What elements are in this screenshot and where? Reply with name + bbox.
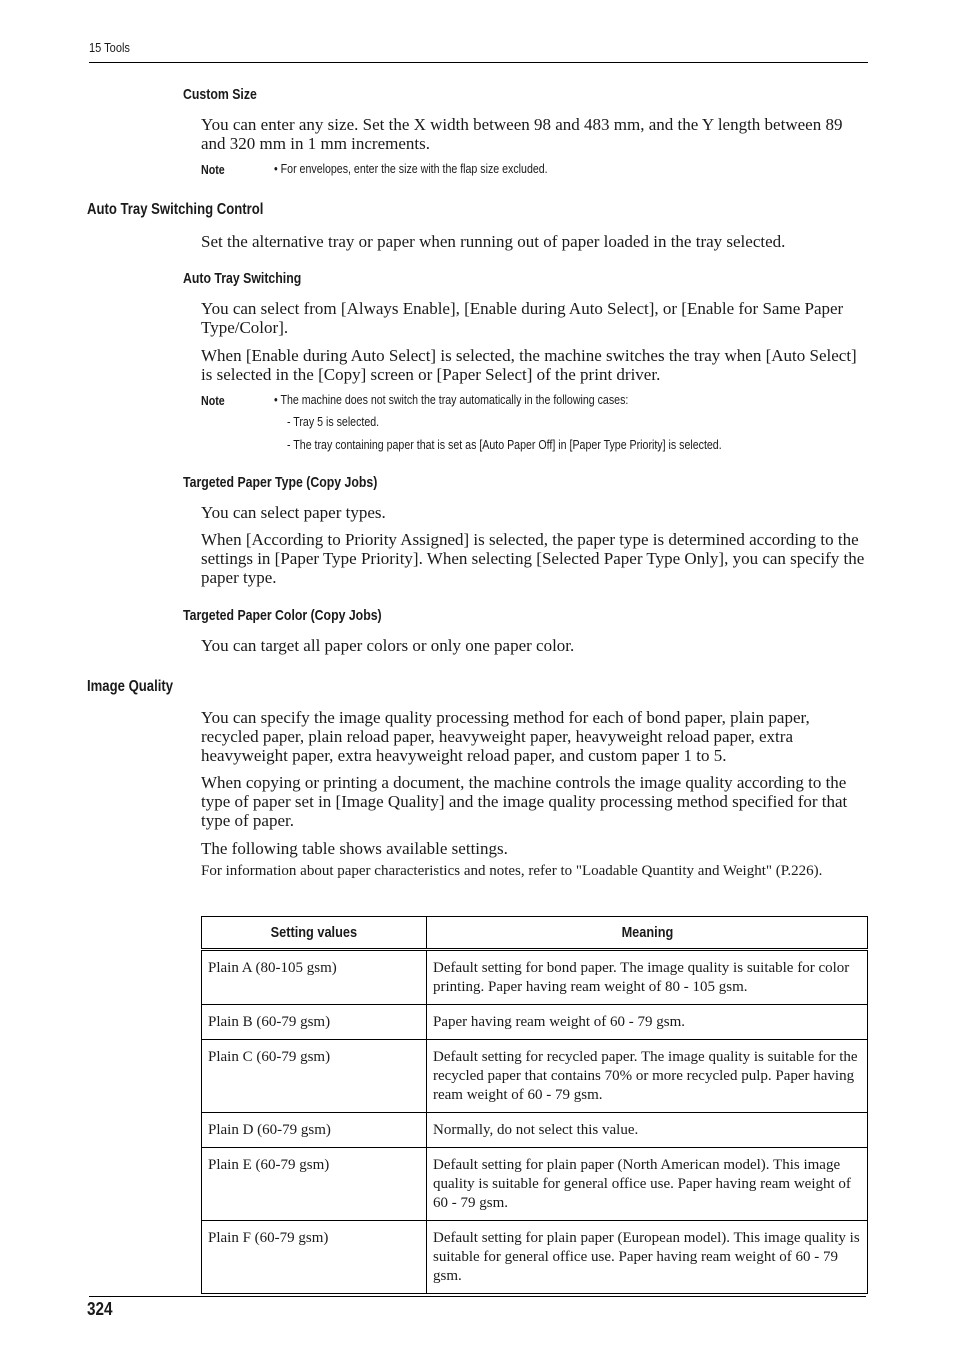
note-text-content: • The machine does not switch the tray automatically in the following cases: — [274, 393, 629, 407]
page-number-text: 324 — [87, 1299, 113, 1319]
auto-tray-switching-heading — [183, 270, 327, 287]
setting-value-cell: Plain B (60-79 gsm) — [202, 1005, 427, 1040]
footer-rule — [89, 1296, 866, 1297]
column-header — [202, 917, 427, 950]
column-header-text: Meaning — [621, 924, 673, 941]
note-text — [274, 162, 596, 176]
image-quality-body-3: The following table shows available settings. — [201, 839, 508, 858]
table-row — [202, 1221, 868, 1294]
custom-size-body: You can enter any size. Set the X width between 98 and 483 mm, and the Y length between 89 and 320 mm in 1 mm increments. — [201, 115, 843, 153]
note-label — [201, 393, 230, 408]
table-row — [202, 950, 868, 1005]
targeted-paper-color-body: You can target all paper colors or only one paper color. — [201, 636, 575, 655]
setting-value-cell: Plain F (60-79 gsm) — [202, 1221, 427, 1294]
meaning-cell: Default setting for bond paper. The image quality is suitable for color printing. Paper having ream weight of 80 - 105 gsm. — [427, 950, 868, 1005]
custom-size-heading — [183, 86, 273, 103]
note-label — [201, 162, 230, 177]
auto-tray-switching-heading-text: Auto Tray Switching — [183, 270, 302, 287]
targeted-paper-type-heading-text: Targeted Paper Type (Copy Jobs) — [183, 474, 378, 491]
meaning-cell: Default setting for plain paper (North American model). This image quality is suitable for general office use. Paper having ream weight of 60 - 79 gsm. — [427, 1148, 868, 1221]
table-row — [202, 1040, 868, 1113]
table-row — [202, 1113, 868, 1148]
meaning-cell: Normally, do not select this value. — [427, 1113, 868, 1148]
image-quality-body-1: You can specify the image quality processing method for each of bond paper, plain paper, recycled paper, plain reload paper, heavyweight paper, heavyweight reload paper, extra heavyweight paper, extra heavyweight reload paper, and custom paper 1 to 5. — [201, 708, 810, 765]
note-list-item — [287, 415, 395, 429]
image-quality-heading-text: Image Quality — [87, 678, 174, 695]
targeted-paper-color-heading-text: Targeted Paper Color (Copy Jobs) — [183, 607, 382, 624]
image-quality-body-2: When copying or printing a document, the machine controls the image quality according to the type of paper set in [Image Quality] and the image quality processing method specified for that type of paper. — [201, 773, 848, 830]
header-rule — [89, 62, 868, 63]
table-row — [202, 1005, 868, 1040]
note-text-content: • For envelopes, enter the size with the flap size excluded. — [274, 162, 548, 176]
setting-value-cell: Plain C (60-79 gsm) — [202, 1040, 427, 1113]
note-list-item-text: - Tray 5 is selected. — [287, 415, 380, 429]
note-label-text: Note — [201, 393, 225, 408]
targeted-paper-color-heading — [183, 607, 425, 624]
auto-tray-switching-body-1: You can select from [Always Enable], [Enable during Auto Select], or [Enable for Same Paper Type/Color]. — [201, 299, 844, 337]
running-header — [89, 40, 137, 55]
targeted-paper-type-body-1: You can select paper types. — [201, 503, 386, 522]
image-quality-settings-table — [201, 916, 868, 1294]
custom-size-heading-text: Custom Size — [183, 86, 257, 103]
targeted-paper-type-body-2: When [According to Priority Assigned] is selected, the paper type is determined according to the settings in [Paper Type Priority]. When selecting [Selected Paper Type Only], you can specify the paper type. — [201, 530, 865, 587]
auto-tray-control-body: Set the alternative tray or paper when running out of paper loaded in the tray selected. — [201, 232, 786, 251]
column-header-text: Setting values — [270, 924, 358, 941]
page-number — [87, 1299, 117, 1320]
meaning-cell: Default setting for plain paper (European model). This image quality is suitable for general office use. Paper having ream weight of 60 - 79 gsm. — [427, 1221, 868, 1294]
note-label-text: Note — [201, 162, 225, 177]
image-quality-heading — [87, 678, 192, 696]
meaning-cell: Paper having ream weight of 60 - 79 gsm. — [427, 1005, 868, 1040]
column-header — [427, 917, 868, 950]
setting-value-cell: Plain A (80-105 gsm) — [202, 950, 427, 1005]
targeted-paper-type-heading — [183, 474, 420, 491]
image-quality-reference: For information about paper characteristics and notes, refer to "Loadable Quantity and Weight" (P.226). — [201, 863, 823, 879]
setting-value-cell: Plain D (60-79 gsm) — [202, 1113, 427, 1148]
auto-tray-control-heading-text: Auto Tray Switching Control — [87, 201, 264, 218]
note-list-item-text: - The tray containing paper that is set as [Auto Paper Off] in [Paper Type Priority] is selected. — [287, 438, 722, 452]
table-header-row — [202, 917, 868, 950]
chapter-label: 15 Tools — [89, 40, 130, 55]
meaning-cell: Default setting for recycled paper. The image quality is suitable for the recycled paper that contains 70% or more recycled pulp. Paper having ream weight of 60 - 79 gsm. — [427, 1040, 868, 1113]
auto-tray-switching-body-2: When [Enable during Auto Select] is selected, the machine switches the tray when [Auto Select] is selected in the [Copy] screen or [Paper Select] of the print driver. — [201, 346, 857, 384]
note-text — [274, 393, 691, 407]
setting-value-cell: Plain E (60-79 gsm) — [202, 1148, 427, 1221]
auto-tray-control-heading — [87, 201, 302, 219]
table-row — [202, 1148, 868, 1221]
note-list-item — [287, 438, 798, 452]
